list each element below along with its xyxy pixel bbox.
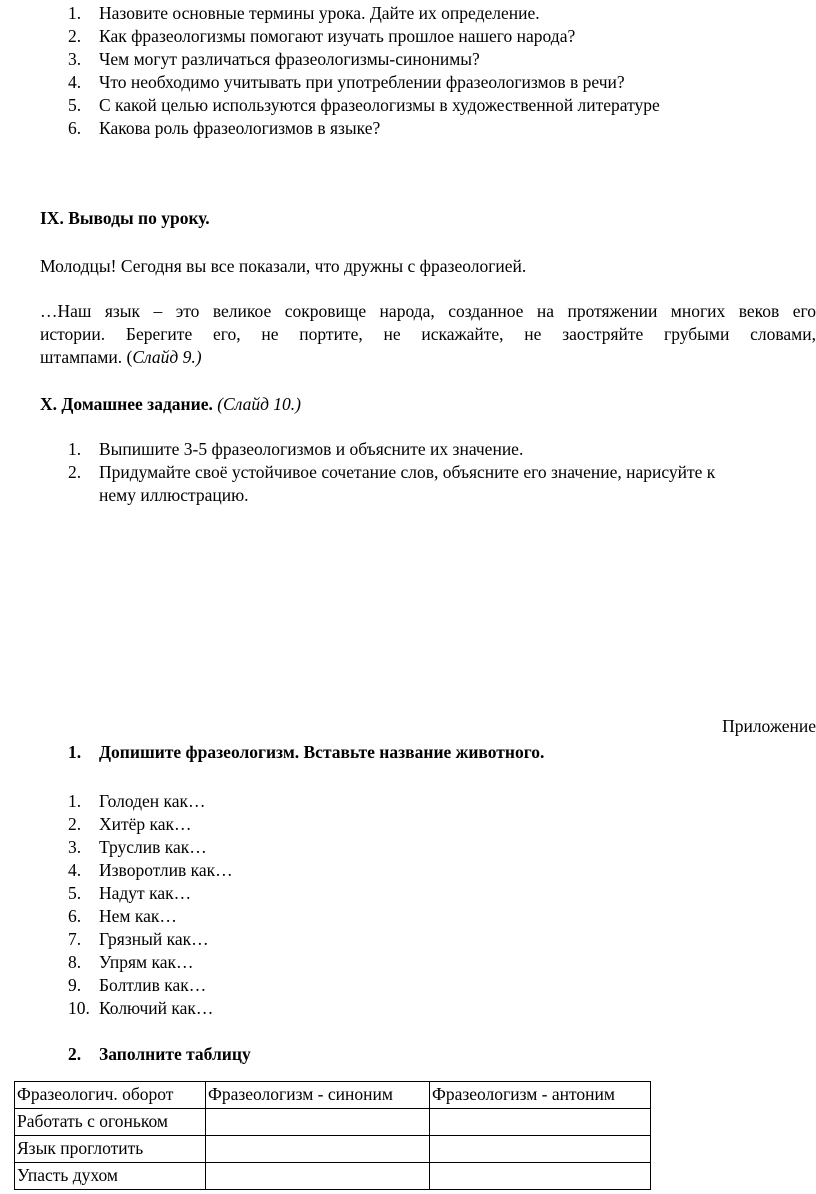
item-number: 1. <box>68 439 82 459</box>
table-header-row <box>15 1082 651 1109</box>
item-number: 4. <box>68 72 82 92</box>
item-number: 5. <box>68 883 82 903</box>
item-number: 5. <box>68 95 82 115</box>
table-header: Фразеологизм - синоним <box>206 1082 430 1109</box>
table-cell: Работать с огоньком <box>15 1109 206 1136</box>
item-text: Выпишите 3-5 фразеологизмов и объясните их значение. <box>99 439 524 459</box>
table-cell <box>206 1109 430 1136</box>
slide-reference: Слайд 9.) <box>132 347 202 367</box>
paragraph-line: …Наш язык – это великое сокровище народа, созданное на протяжении многих веков его <box>40 301 816 321</box>
item-number: 7. <box>68 929 82 949</box>
section-heading: IX. Выводы по уроку. <box>40 208 210 228</box>
item-number: 1. <box>68 791 82 811</box>
item-text: Придумайте своё устойчивое сочетание слов, объясните его значение, нарисуйте к <box>99 462 716 482</box>
appendix-label: Приложение <box>722 716 816 736</box>
item-number: 6. <box>68 906 82 926</box>
item-number: 10. <box>68 998 90 1018</box>
item-text: Назовите основные термины урока. Дайте их определение. <box>99 3 540 23</box>
slide-reference: (Слайд 10.) <box>217 394 302 414</box>
paragraph: Молодцы! Сегодня вы все показали, что дружны с фразеологией. <box>40 256 527 276</box>
section-heading <box>40 393 301 416</box>
table-row <box>15 1163 651 1190</box>
table-cell <box>206 1163 430 1190</box>
item-text: Изворотлив как… <box>99 860 233 880</box>
item-number: 3. <box>68 837 82 857</box>
item-text: Хитёр как… <box>99 814 192 834</box>
item-text: Голоден как… <box>99 791 206 811</box>
table-header: Фразеологич. оборот <box>15 1082 206 1109</box>
item-text: Колючий как… <box>99 998 214 1018</box>
item-text: Надут как… <box>99 883 192 903</box>
item-text: С какой целью используются фразеологизмы в художественной литературе <box>99 95 660 115</box>
table-cell <box>430 1136 651 1163</box>
item-number: 3. <box>68 49 82 69</box>
item-number: 1. <box>68 3 82 23</box>
item-number: 4. <box>68 860 82 880</box>
item-text: Что необходимо учитывать при употреблении фразеологизмов в речи? <box>99 72 625 92</box>
item-text: Грязный как… <box>99 929 209 949</box>
paragraph-text: штампами. ( <box>40 347 133 367</box>
task-title: Заполните таблицу <box>99 1044 251 1064</box>
item-number: 2. <box>68 814 82 834</box>
item-number: 9. <box>68 975 82 995</box>
table-cell <box>430 1163 651 1190</box>
paragraph-line: истории. Берегите его, не портите, не искажайте, не заостряйте грубыми словами, <box>40 324 816 344</box>
item-text: Какова роль фразеологизмов в языке? <box>99 118 381 138</box>
item-number: 6. <box>68 118 82 138</box>
item-text: Нем как… <box>99 906 177 926</box>
item-number: 8. <box>68 952 82 972</box>
paragraph-line <box>40 346 202 369</box>
item-text: Как фразеологизмы помогают изучать прошлое нашего народа? <box>99 26 576 46</box>
phrase-table <box>14 1081 651 1190</box>
table-cell: Язык проглотить <box>15 1136 206 1163</box>
item-number: 2. <box>68 462 82 482</box>
table-cell: Упасть духом <box>15 1163 206 1190</box>
task-number: 2. <box>68 1044 82 1064</box>
table-row <box>15 1109 651 1136</box>
item-number: 2. <box>68 26 82 46</box>
table-row <box>15 1136 651 1163</box>
item-text: Упрям как… <box>99 952 194 972</box>
table-cell <box>206 1136 430 1163</box>
item-text: Труслив как… <box>99 837 207 857</box>
table-header: Фразеологизм - антоним <box>430 1082 651 1109</box>
table-cell <box>430 1109 651 1136</box>
heading-text: X. Домашнее задание. <box>40 394 213 414</box>
item-text: нему иллюстрацию. <box>99 485 249 505</box>
item-text: Болтлив как… <box>99 975 207 995</box>
item-text: Чем могут различаться фразеологизмы-синонимы? <box>99 49 480 69</box>
task-title: Допишите фразеологизм. Вставьте название животного. <box>99 742 545 762</box>
task-number: 1. <box>68 742 82 762</box>
